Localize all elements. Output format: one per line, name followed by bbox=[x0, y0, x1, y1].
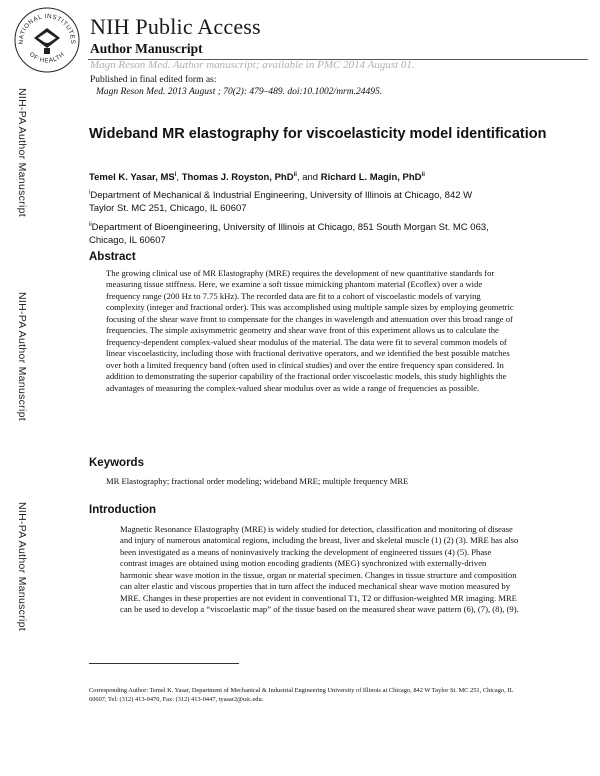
header-subtitle: Author Manuscript bbox=[90, 41, 203, 56]
side-label: NIH-PA Author Manuscript bbox=[16, 292, 28, 421]
eagle-emblem-icon bbox=[34, 28, 60, 54]
logo-text-bottom: OF HEALTH bbox=[27, 50, 67, 65]
introduction-heading: Introduction bbox=[89, 504, 157, 516]
abstract-text: The growing clinical use of MR Elastography (MRE) requires the development of new quantitative standards for measuring tissue stiffness. Here, we examine a soft tissue mimicking phantom material (Ecoflex) over a wide frequency range (200 Hz to 7.75 kHz). The recorded data are fit to a cohort of viscoelastic models of varying complexity (integer and fractional order). This was accomplished using multiple sample sizes by employing geometric focusing of the shear wave front to compensate for the changes in wavelength and attenuation over this broad range of frequencies. The simple axisymmetric geometry and shear wave front of this experiment allows us to calculate the frequency-dependent complex-valued shear modulus of the material. The data were fit to several common models of linear viscoelasticity, including those with fractional derivative operators, and we identified the best possible matches over both a limited frequency band (often used in clinical studies) and over the entire frequency span considered. In addition to demonstrating the superior capability of the fractional order viscoelastic models, this study highlights the advantages of measuring the complex-valued shear modulus over as wide a range of frequencies as possible. bbox=[106, 268, 514, 393]
abstract-heading: Abstract bbox=[89, 251, 136, 263]
introduction-text: Magnetic Resonance Elastography (MRE) is widely studied for detection, classification and monitoring of disease and injury of numerous anatomical regions, including the breast, liver and skeletal muscle (1) (2) (3). MRE has also been investigated as a means of noninvasively tracking the development of engineered tissues (4) (5). Phase contrast images are obtained using motion encoding gradients (MEG) synchronized with externally-driven harmonic shear wave motion in the tissue, organ or material specimen. Changes in tissue structure and composition can alter elastic and viscous properties that in turn affect the induced mechanical shear wave motion measured by MRE. Changes in these properties are not evident in conventional T1, T2 or diffusion-weighted MR imaging. MRE can be used to develop a “viscoelastic map” of the tissue based on the measured shear wave pattern (6), (7), (8), (9). bbox=[120, 524, 519, 615]
corresponding-author-footnote: Corresponding Author: Temel K. Yasar, Department of Mechanical & Industrial Engineering University of Illinois at Chicago, 842 W Taylor St. MC 251, Chicago, IL 60607, Tel: (312) 413-0470, Fax: (312) 413-0447, tyasar2@uic.edu. bbox=[89, 687, 514, 703]
logo-text-top: NATIONAL INSTITUTES bbox=[17, 12, 77, 45]
nih-logo bbox=[12, 4, 82, 74]
side-label: NIH-PA Author Manuscript bbox=[16, 502, 28, 631]
affiliation: $^i$Department of Mechanical & Industrial Engineering, University of Illinois at Chicago, 842 W Taylor St. MC 251, Chicago, IL 60607 bbox=[89, 190, 473, 214]
header-availability-note: Magn Reson Med. Author manuscript; available in PMC 2014 August 01. bbox=[90, 59, 415, 71]
article-title: Wideband MR elastography for viscoelasticity model identification bbox=[89, 126, 547, 142]
author-list: Temel K. Yasar, $MS^i$, Thomas J. Royston, PhD$^{ii}$, and Richard L. Magin, PhD$^{ii}$ bbox=[89, 172, 425, 184]
published-citation: Magn Reson Med. 2013 August ; 70(2): 479–489. doi:10.1002/mrm.24495. bbox=[96, 87, 383, 97]
side-label: NIH-PA Author Manuscript bbox=[16, 88, 28, 217]
keywords-text: MR Elastography; fractional order modeling; wideband MRE; multiple frequency MRE bbox=[106, 476, 409, 486]
affiliation: $^{ii}$Department of Bioengineering, University of Illinois at Chicago, 851 South Morgan St. MC 063, Chicago, IL 60607 bbox=[89, 222, 489, 246]
footnote-divider bbox=[89, 663, 239, 664]
published-label: Published in final edited form as: bbox=[90, 75, 217, 85]
keywords-heading: Keywords bbox=[89, 457, 144, 469]
header-title: NIH Public Access bbox=[90, 14, 261, 39]
